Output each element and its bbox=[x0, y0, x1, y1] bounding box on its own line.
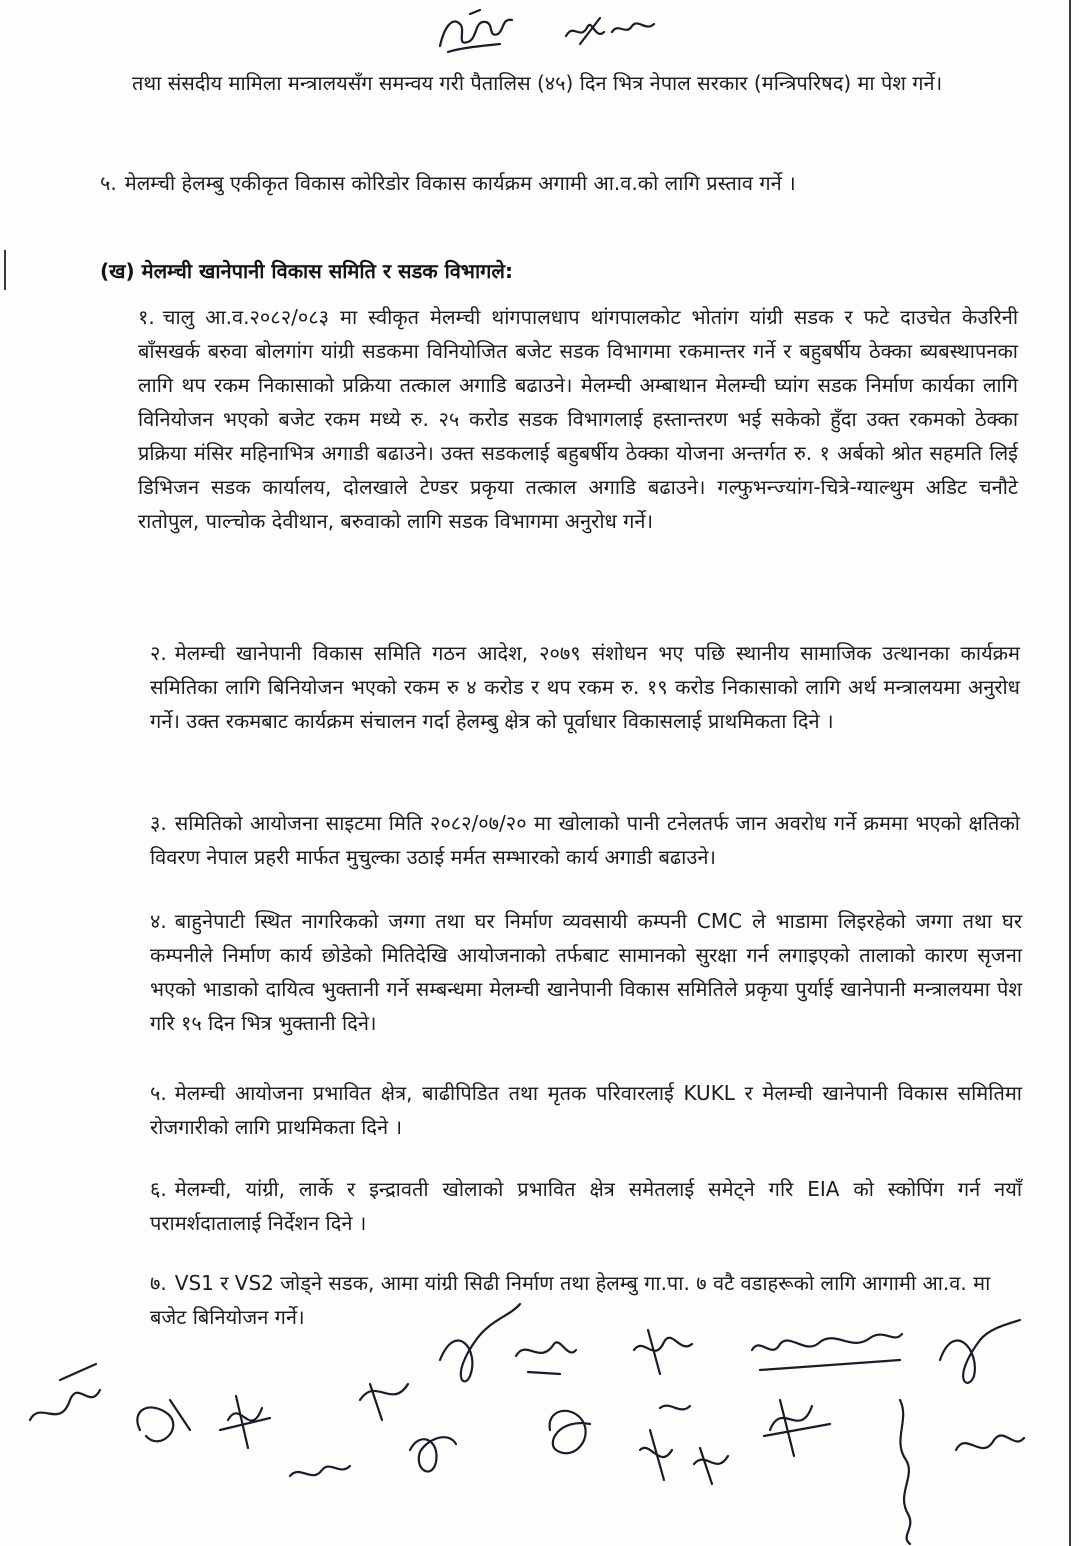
item-ka-5 bbox=[100, 166, 1020, 200]
item-kha-1-text: चालु आ.व.२०८२/०८३ मा स्वीकृत मेलम्ची थांगपालधाप थांगपालकोट भोतांग यांग्री सडक र फटे दाउचेत केउरिनी बाँसखर्क बरुवा बोलगांग यांग्री सडकमा विनियोजित बजेट सडक विभागमा रकमान्तर गर्ने र बहुबर्षीय ठेक्का ब्यबस्थापनका लागि थप रकम निकासाको प्रक्रिया तत्काल अगाडि बढाउने। मेलम्ची अम्बाथान मेलम्ची घ्यांग सडक निर्माण कार्यका लागि विनियोजन भएको बजेट रकम मध्ये रु. २५ करोड सडक विभागलाई हस्तान्तरण भई सकेको हुँदा उक्त रकमको ठेक्का प्रक्रिया मंसिर महिनाभित्र अगाडी बढाउने। उक्त सडकलाई बहुबर्षीय ठेक्का योजना अन्तर्गत रु. १ अर्बको श्रोत सहमति लिई डिभिजन सडक कार्यालय, दोलखाले टेण्डर प्रकृया तत्काल अगाडि बढाउने। गल्फुभन्ज्यांग-चित्रे-ग्याल्थुम अडिट चनौटे रातोपुल, पाल्चोक देवीथान, बरुवाको लागि सडक विभागमा अनुरोध गर्ने। bbox=[138, 305, 1018, 533]
continuation-text: तथा संसदीय मामिला मन्त्रालयसँग समन्वय गरी पैतालिस (४५) दिन भित्र नेपाल सरकार (मन्त्रिपरिषद) मा पेश गर्ने। bbox=[132, 71, 943, 95]
signature-top-1 bbox=[430, 8, 520, 58]
scan-edge-left bbox=[4, 250, 6, 290]
signatures-block bbox=[0, 1280, 1079, 1546]
item-kha-2-number: २. bbox=[150, 641, 167, 665]
item-kha-3 bbox=[150, 806, 1020, 874]
continuation-paragraph bbox=[132, 66, 1022, 100]
item-kha-3-number: ३. bbox=[150, 811, 167, 835]
item-kha-6-number: ६. bbox=[150, 1177, 167, 1201]
item-kha-1 bbox=[138, 300, 1018, 538]
item-kha-6-text: मेलम्ची, यांग्री, लार्के र इन्द्रावती खोलाको प्रभावित क्षेत्र समेतलाई समेट्ने गरि EIA को स्कोपिंग गर्न नयाँ परामर्शदातालाई निर्देशन दिने । bbox=[150, 1177, 1022, 1235]
item-kha-2-text: मेलम्ची खानेपानी विकास समिति गठन आदेश, २०७९ संशोधन भए पछि स्थानीय सामाजिक उत्थानका कार्यक्रम समितिका लागि बिनियोजन भएको रकम रु ४ करोड र थप रकम रु. १९ करोड निकासाको लागि अर्थ मन्त्रालयमा अनुरोध गर्ने। उक्त रकमबाट कार्यक्रम संचालन गर्दा हेलम्बु क्षेत्र को पूर्वाधार विकासलाई प्राथमिकता दिने । bbox=[150, 641, 1020, 733]
item-kha-3-text: समितिको आयोजना साइटमा मिति २०८२/०७/२० मा खोलाको पानी टनेलतर्फ जान अवरोध गर्ने क्रममा भएको क्षतिको विवरण नेपाल प्रहरी मार्फत मुचुल्का उठाई मर्मत सम्भारको कार्य अगाडी बढाउने। bbox=[150, 811, 1020, 869]
signature-top-2 bbox=[560, 12, 660, 52]
item-ka-5-text: मेलम्ची हेलम्बु एकीकृत विकास कोरिडोर विकास कार्यक्रम अगामी आ.व.को लागि प्रस्ताव गर्ने । bbox=[124, 171, 796, 195]
item-kha-7-text: VS1 र VS2 जोड्ने सडक, आमा यांग्री सिढी निर्माण तथा हेलम्बु गा.पा. ७ वटै वडाहरूको लागि आगामी आ.व. मा बजेट बिनियोजन गर्ने। bbox=[150, 1271, 991, 1329]
item-kha-4-number: ४. bbox=[150, 909, 167, 933]
item-kha-5 bbox=[150, 1076, 1022, 1144]
item-kha-4-text: बाहुनेपाटी स्थित नागरिकको जग्गा तथा घर निर्माण व्यवसायी कम्पनी CMC ले भाडामा लिइरहेको जग्गा तथा घर कम्पनीले निर्माण कार्य छोडेको मितिदेखि आयोजनाको तर्फबाट सामानको सुरक्षा गर्न लगाइएको तालाको कारण सृजना भएको भाडाको दायित्व भुक्तानी गर्ने सम्बन्धमा मेलम्ची खानेपानी विकास समितिले प्रकृया पुर्याई खानेपानी मन्त्रालयमा पेश गरि १५ दिन भित्र भुक्तानी दिने। bbox=[150, 909, 1022, 1035]
item-kha-1-number: १. bbox=[138, 305, 155, 329]
item-kha-4 bbox=[150, 904, 1022, 1040]
item-kha-5-number: ५. bbox=[150, 1081, 167, 1105]
item-kha-2 bbox=[150, 636, 1020, 738]
item-kha-5-text: मेलम्ची आयोजना प्रभावित क्षेत्र, बाढीपिडित तथा मृतक परिवारलाई KUKL र मेलम्ची खानेपानी विकास समितिमा रोजगारीको लागि प्राथमिकता दिने । bbox=[150, 1081, 1022, 1139]
item-kha-6 bbox=[150, 1172, 1022, 1240]
item-ka-5-number: ५. bbox=[100, 171, 117, 195]
section-kha-heading: (ख) मेलम्ची खानेपानी विकास समिति र सडक विभागले: bbox=[100, 259, 513, 283]
item-kha-7-number: ७. bbox=[150, 1271, 167, 1295]
